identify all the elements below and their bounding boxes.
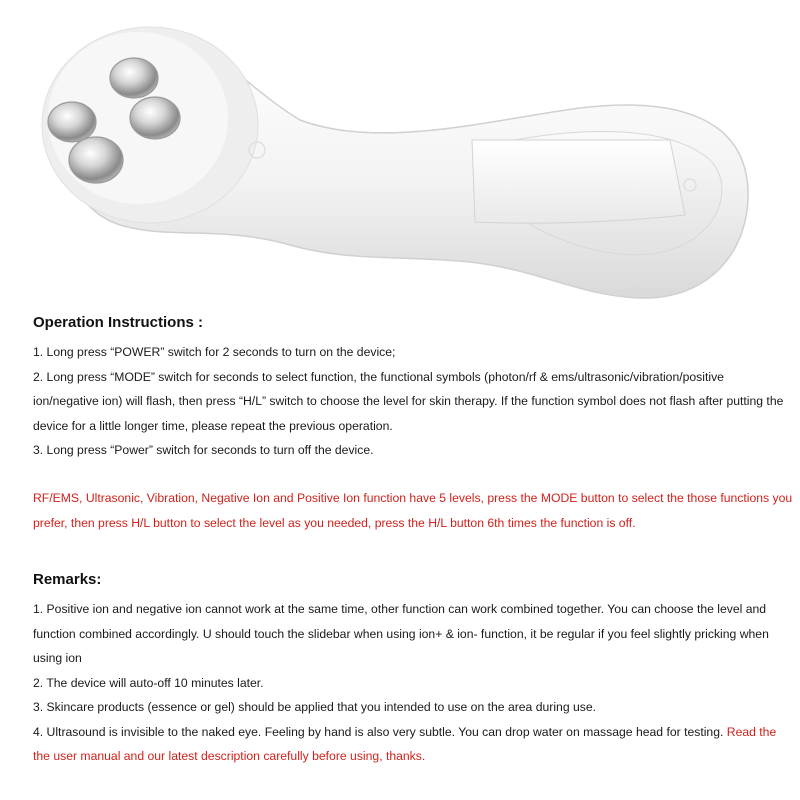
list-item: 1. Positive ion and negative ion cannot work at the same time, other function can work combined together. You can choose the level and function combined accordingly. U should touch the slidebar when using ion+ & ion- function, it be regular if you feel slightly pricking when using ion [33,602,769,665]
remarks-list [33,597,793,769]
facial-beauty-device-image [20,0,780,310]
list-item: 2. Long press “MODE” switch for seconds to select function, the functional symbols (photon/rf & ems/ultrasonic/vibration/positive ion/negative ion) will flash, then press “H/L” switch to choose the level for skin therapy. If the function symbol does not flash after putting the device for a little longer time, please repeat the previous operation. [33,369,784,433]
level-note-text: RF/EMS, Ultrasonic, Vibration, Negative Ion and Positive Ion function have 5 levels, press the MODE button to select the those functions you prefer, then press H/L button to select the level as you needed, press the H/L button 6th times the function is off. [33,491,793,530]
list-item: 3. Long press “Power” switch for seconds to turn off the device. [33,443,374,457]
list-item: 2. The device will auto-off 10 minutes later. [33,675,264,690]
list-item [33,720,793,769]
remark-4-text: 4. Ultrasound is invisible to the naked eye. Feeling by hand is also very subtle. You can drop water on massage head for testing. [33,724,724,739]
list-item: 3. Skincare products (essence or gel) should be applied that you intended to use on the area during use. [33,700,597,714]
operation-steps [33,340,793,463]
operation-heading: Operation Instructions : [33,314,204,331]
list-item: 1. Long press “POWER” switch for 2 seconds to turn on the device; [33,345,396,359]
level-note [33,486,793,535]
remarks-heading: Remarks: [33,571,102,588]
remark-4-warning: Read the the user manual and our latest description carefully before using, thanks. [33,724,777,763]
